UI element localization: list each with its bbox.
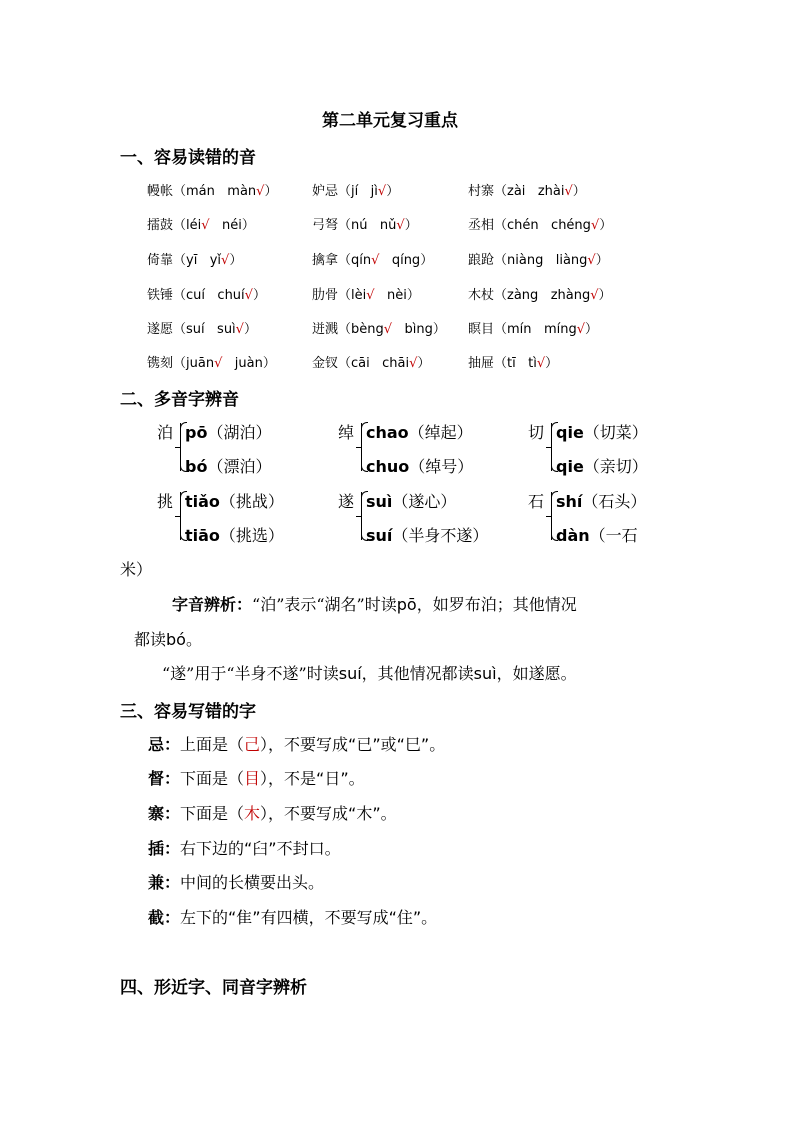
pinyin-option-b: bìng xyxy=(404,322,433,337)
highlight-char: 目 xyxy=(244,769,261,788)
page-title: 第二单元复习重点 xyxy=(322,111,458,131)
spacer xyxy=(525,184,537,199)
reading-pinyin: qie xyxy=(556,457,584,476)
highlight-char: 己 xyxy=(244,735,261,754)
char-note xyxy=(148,732,445,755)
pinyin-option-a: zàng xyxy=(507,288,539,303)
reading-word: （遂心） xyxy=(392,492,457,511)
spacer xyxy=(210,218,222,233)
close-paren: ） xyxy=(420,253,434,268)
word-label: 瞑目（ xyxy=(468,322,508,337)
reading-pinyin: pō xyxy=(185,423,208,442)
note-text: ），不是“日”。 xyxy=(260,769,365,788)
highlight-char: 木 xyxy=(244,804,261,823)
pinyin-option-a: juān xyxy=(186,356,215,371)
pinyin-entry xyxy=(468,214,612,233)
note-text: 右下边的“臼”不封口。 xyxy=(180,839,341,858)
char-label: 寨： xyxy=(148,804,181,823)
pinyin: pō xyxy=(396,595,417,614)
close-paren: ） xyxy=(432,322,446,337)
section-1-heading: 一、容易读错的音 xyxy=(120,148,256,168)
spacer xyxy=(379,253,391,268)
close-paren: ） xyxy=(599,218,613,233)
pinyin-option-b: tì xyxy=(528,356,537,371)
check-mark: √ xyxy=(221,253,230,268)
analysis-text: “泊”表示“湖名”时读 xyxy=(252,595,397,614)
pinyin-entry xyxy=(147,249,242,268)
brace-tip xyxy=(546,516,551,517)
pinyin-option-a: niàng xyxy=(507,253,544,268)
pinyin: suí xyxy=(338,664,362,683)
pinyin-option-a: lèi xyxy=(351,288,367,303)
close-paren: ） xyxy=(417,356,431,371)
char-label: 督： xyxy=(148,769,181,788)
polyphone-char: 切 xyxy=(528,423,545,442)
pinyin-option-b: míng xyxy=(543,322,577,337)
char-label: 插： xyxy=(148,839,181,858)
polyphone-reading xyxy=(366,420,473,443)
word-label: 幔帐（ xyxy=(147,184,187,199)
spacer xyxy=(222,356,234,371)
reading-pinyin: chao xyxy=(366,423,409,442)
pinyin-option-b: màn xyxy=(227,184,257,199)
pinyin-entry xyxy=(312,352,430,371)
pinyin-option-b: zhài xyxy=(537,184,565,199)
check-mark: √ xyxy=(201,218,210,233)
pinyin-entry xyxy=(147,352,276,371)
reading-word: （挑战） xyxy=(219,492,284,511)
polyphone-char: 遂 xyxy=(338,492,355,511)
pinyin-entry xyxy=(468,318,598,337)
close-paren: ） xyxy=(229,253,243,268)
char-label: 截： xyxy=(148,908,181,927)
close-paren: ） xyxy=(264,184,278,199)
polyphone-reading xyxy=(366,523,488,546)
check-mark: √ xyxy=(409,356,418,371)
brace-tip xyxy=(356,447,361,448)
check-mark: √ xyxy=(576,322,586,337)
analysis-text: 。 xyxy=(185,630,202,649)
spacer xyxy=(205,322,217,337)
polyphone-reading xyxy=(185,454,271,477)
pinyin-option-a: mín xyxy=(507,322,532,337)
pinyin-option-a: cāi xyxy=(351,356,370,371)
pinyin-entry xyxy=(468,180,586,199)
polyphone-char: 石 xyxy=(528,492,545,511)
polyphone-reading xyxy=(556,489,646,512)
word-label: 丞相（ xyxy=(468,218,508,233)
spacer xyxy=(392,322,404,337)
check-mark: √ xyxy=(536,356,546,371)
pinyin-entry xyxy=(312,318,446,337)
pinyin-option-a: zài xyxy=(507,184,526,199)
check-mark: √ xyxy=(256,184,265,199)
spacer xyxy=(375,288,387,303)
word-label: 擒拿（ xyxy=(312,253,352,268)
close-paren: ） xyxy=(386,184,400,199)
word-label: 镌刻（ xyxy=(147,356,187,371)
analysis-text: ，其他情况都读 xyxy=(361,664,474,683)
pinyin-option-a: nú xyxy=(351,218,368,233)
reading-pinyin: suí xyxy=(366,526,393,545)
brace-tip xyxy=(546,447,551,448)
reading-pinyin: suì xyxy=(366,492,393,511)
pinyin-option-a: léi xyxy=(186,218,202,233)
pinyin: bó xyxy=(166,630,186,649)
note-text: ），不要写成“已”或“巳”。 xyxy=(260,735,446,754)
close-paren: ） xyxy=(241,218,255,233)
reading-word: （挑选） xyxy=(219,526,284,545)
pinyin-option-b: chāi xyxy=(382,356,410,371)
spacer xyxy=(205,288,217,303)
pinyin-entry xyxy=(147,214,255,233)
word-label: 村寨（ xyxy=(468,184,508,199)
close-paren: ） xyxy=(572,184,586,199)
note-text: 上面是（ xyxy=(180,735,245,754)
polyphone-reading xyxy=(185,523,284,546)
word-label: 金钗（ xyxy=(312,356,352,371)
polyphone-reading xyxy=(556,454,648,477)
polyphone-reading xyxy=(185,489,284,512)
pinyin-option-a: tī xyxy=(507,356,516,371)
analysis-line-1 xyxy=(172,592,577,615)
pinyin-entry xyxy=(147,284,266,303)
word-label: 妒忌（ xyxy=(312,184,352,199)
note-text: 左下的“隹”有四横，不要写成“住”。 xyxy=(180,908,438,927)
reading-pinyin: tiǎo xyxy=(185,492,220,511)
close-paren: ） xyxy=(262,356,276,371)
reading-word: （半身不遂） xyxy=(392,526,489,545)
char-note xyxy=(148,836,341,859)
section-4-heading: 四、形近字、同音字辨析 xyxy=(120,978,307,998)
reading-pinyin: shí xyxy=(556,492,583,511)
pinyin-option-b: chéng xyxy=(551,218,591,233)
char-label: 忌： xyxy=(148,735,181,754)
close-paren: ） xyxy=(252,288,266,303)
pinyin: suì xyxy=(473,664,497,683)
check-mark: √ xyxy=(383,322,393,337)
pinyin-option-b: suì xyxy=(217,322,236,337)
pinyin-entry xyxy=(147,180,277,199)
analysis-text: ，如罗布泊；其他情况 xyxy=(416,595,577,614)
pinyin-entry xyxy=(312,180,399,199)
pinyin-option-b: nèi xyxy=(386,288,407,303)
spacer xyxy=(538,288,550,303)
reading-word: （湖泊） xyxy=(207,423,272,442)
char-note xyxy=(148,870,324,893)
check-mark: √ xyxy=(564,184,573,199)
reading-word: （石头） xyxy=(582,492,647,511)
char-note xyxy=(148,801,397,824)
analysis-text: “遂”用于“半身不遂”时读 xyxy=(162,664,339,683)
check-mark: √ xyxy=(396,218,405,233)
word-label: 迸溅（ xyxy=(312,322,352,337)
note-text: 下面是（ xyxy=(180,769,245,788)
pinyin-option-a: yī xyxy=(186,253,198,268)
word-label: 肋骨（ xyxy=(312,288,352,303)
reading-pinyin: chuo xyxy=(366,457,410,476)
pinyin-option-b: jì xyxy=(370,184,378,199)
spacer xyxy=(368,218,380,233)
pinyin-option-a: mán xyxy=(186,184,215,199)
pinyin-option-b: qíng xyxy=(391,253,421,268)
reading-word: （亲切） xyxy=(583,457,648,476)
polyphone-reading xyxy=(556,523,638,546)
pinyin-option-b: zhàng xyxy=(550,288,591,303)
word-label: 遂愿（ xyxy=(147,322,187,337)
check-mark: √ xyxy=(587,253,596,268)
pinyin-option-b: nǔ xyxy=(379,218,397,233)
pinyin-entry xyxy=(468,249,609,268)
word-label: 抽屉（ xyxy=(468,356,508,371)
section-3-heading: 三、容易写错的字 xyxy=(120,702,256,722)
pinyin-option-b: yǐ xyxy=(209,253,222,268)
pinyin-option-a: suí xyxy=(186,322,205,337)
polyphone-char: 挑 xyxy=(157,492,174,511)
polyphone-reading xyxy=(556,420,648,443)
check-mark: √ xyxy=(371,253,380,268)
reading-word: （切菜） xyxy=(583,423,648,442)
spacer xyxy=(358,184,370,199)
brace-tip xyxy=(356,516,361,517)
word-label: 铁锤（ xyxy=(147,288,187,303)
char-label: 兼： xyxy=(148,873,181,892)
word-label: 弓弩（ xyxy=(312,218,352,233)
pinyin-entry xyxy=(468,284,612,303)
brace-tip xyxy=(175,516,180,517)
reading-pinyin: dàn xyxy=(556,526,590,545)
note-text: ），不要写成“木”。 xyxy=(260,804,397,823)
reading-pinyin: bó xyxy=(185,457,208,476)
pinyin-option-b: néi xyxy=(221,218,242,233)
check-mark: √ xyxy=(377,184,387,199)
pinyin-option-a: bèng xyxy=(351,322,384,337)
check-mark: √ xyxy=(366,288,375,303)
close-paren: ） xyxy=(598,288,612,303)
close-paren: ） xyxy=(404,218,418,233)
polyphone-char: 泊 xyxy=(157,423,174,442)
spacer xyxy=(516,356,528,371)
pinyin-entry xyxy=(147,318,257,337)
analysis-label: 字音辨析： xyxy=(172,595,253,614)
polyphone-reading xyxy=(366,489,456,512)
spacer xyxy=(543,253,555,268)
spacer xyxy=(539,218,551,233)
spacer xyxy=(532,322,544,337)
pinyin-entry xyxy=(312,284,420,303)
close-paren: ） xyxy=(595,253,609,268)
analysis-text: 都读 xyxy=(134,630,167,649)
polyphone-reading xyxy=(366,454,473,477)
analysis-line-2 xyxy=(134,627,202,650)
close-paren: ） xyxy=(406,288,420,303)
pinyin-entry xyxy=(312,249,433,268)
check-mark: √ xyxy=(590,218,600,233)
pinyin-entry xyxy=(312,214,418,233)
wrap-text: 米） xyxy=(120,560,153,579)
section-2-heading: 二、多音字辨音 xyxy=(120,390,239,410)
pinyin-option-a: chén xyxy=(507,218,539,233)
analysis-line-3 xyxy=(162,661,577,684)
brace-tip xyxy=(175,447,180,448)
spacer xyxy=(215,184,227,199)
close-paren: ） xyxy=(243,322,257,337)
word-label: 倚靠（ xyxy=(147,253,187,268)
check-mark: √ xyxy=(214,356,223,371)
char-note xyxy=(148,766,365,789)
close-paren: ） xyxy=(545,356,559,371)
note-text: 中间的长横要出头。 xyxy=(180,873,325,892)
pinyin-option-a: cuí xyxy=(186,288,206,303)
close-paren: ） xyxy=(585,322,599,337)
reading-word: （绰起） xyxy=(408,423,473,442)
polyphone-char: 绰 xyxy=(338,423,355,442)
reading-word: （漂泊） xyxy=(207,457,272,476)
check-mark: √ xyxy=(235,322,244,337)
check-mark: √ xyxy=(244,288,253,303)
pinyin-option-b: chuí xyxy=(217,288,245,303)
spacer xyxy=(197,253,209,268)
pinyin-entry xyxy=(468,352,558,371)
note-text: 下面是（ xyxy=(180,804,245,823)
pinyin-option-a: qín xyxy=(351,253,372,268)
reading-pinyin: tiāo xyxy=(185,526,220,545)
word-label: 踉跄（ xyxy=(468,253,508,268)
pinyin-option-b: liàng xyxy=(555,253,588,268)
word-label: 木杖（ xyxy=(468,288,508,303)
char-note xyxy=(148,905,437,928)
reading-word: （一石 xyxy=(589,526,638,545)
spacer xyxy=(370,356,382,371)
pinyin-option-a: jí xyxy=(351,184,359,199)
pinyin-option-b: juàn xyxy=(234,356,263,371)
check-mark: √ xyxy=(590,288,599,303)
polyphone-reading xyxy=(185,420,271,443)
word-label: 擂鼓（ xyxy=(147,218,187,233)
analysis-text: ，如遂愿。 xyxy=(496,664,577,683)
reading-word: （绰号） xyxy=(409,457,474,476)
reading-pinyin: qie xyxy=(556,423,584,442)
